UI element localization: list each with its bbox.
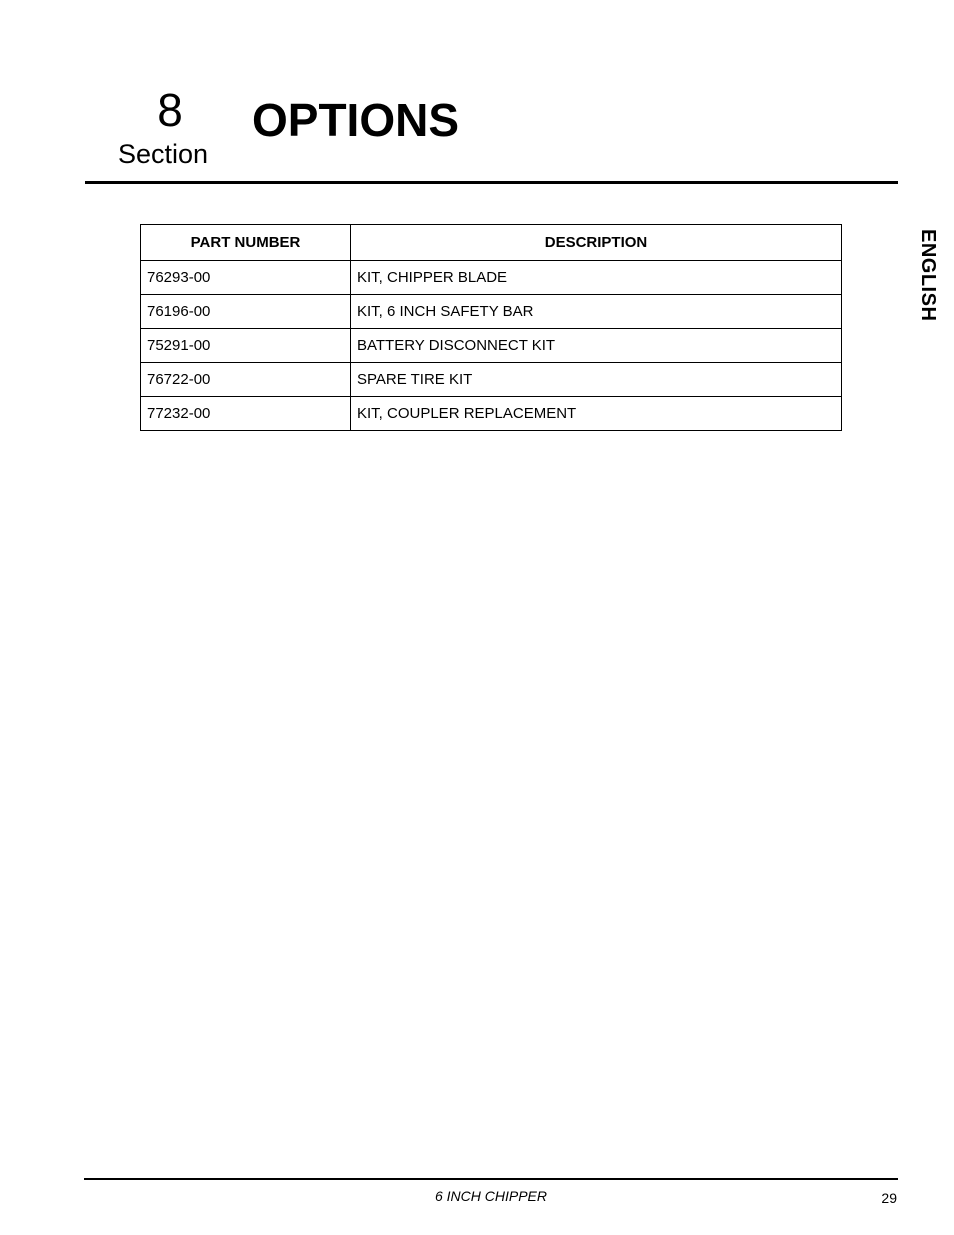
- footer-document-title: 6 INCH CHIPPER: [434, 1188, 548, 1204]
- table-row: [141, 261, 842, 295]
- part-number-cell: 75291-00: [141, 329, 351, 363]
- language-tab: ENGLISH: [917, 229, 939, 322]
- page-number: 29: [881, 1190, 897, 1206]
- part-number-cell: 76196-00: [141, 295, 351, 329]
- header-rule: [85, 181, 898, 184]
- description-cell: BATTERY DISCONNECT KIT: [351, 329, 842, 363]
- section-word: Section: [118, 139, 209, 169]
- part-number-cell: 76293-00: [141, 261, 351, 295]
- table-row: [141, 397, 842, 431]
- part-number-cell: 77232-00: [141, 397, 351, 431]
- column-header-description: DESCRIPTION: [351, 225, 842, 261]
- description-cell: KIT, COUPLER REPLACEMENT: [351, 397, 842, 431]
- options-table: [140, 224, 842, 431]
- table-row: [141, 295, 842, 329]
- table-row: [141, 363, 842, 397]
- page-title: OPTIONS: [252, 94, 460, 146]
- part-number-cell: 76722-00: [141, 363, 351, 397]
- footer-rule: [84, 1178, 898, 1180]
- description-cell: KIT, 6 INCH SAFETY BAR: [351, 295, 842, 329]
- table-header-row: [141, 225, 842, 261]
- description-cell: SPARE TIRE KIT: [351, 363, 842, 397]
- description-cell: KIT, CHIPPER BLADE: [351, 261, 842, 295]
- table-row: [141, 329, 842, 363]
- column-header-part-number: PART NUMBER: [141, 225, 351, 261]
- section-number: 8: [157, 84, 183, 136]
